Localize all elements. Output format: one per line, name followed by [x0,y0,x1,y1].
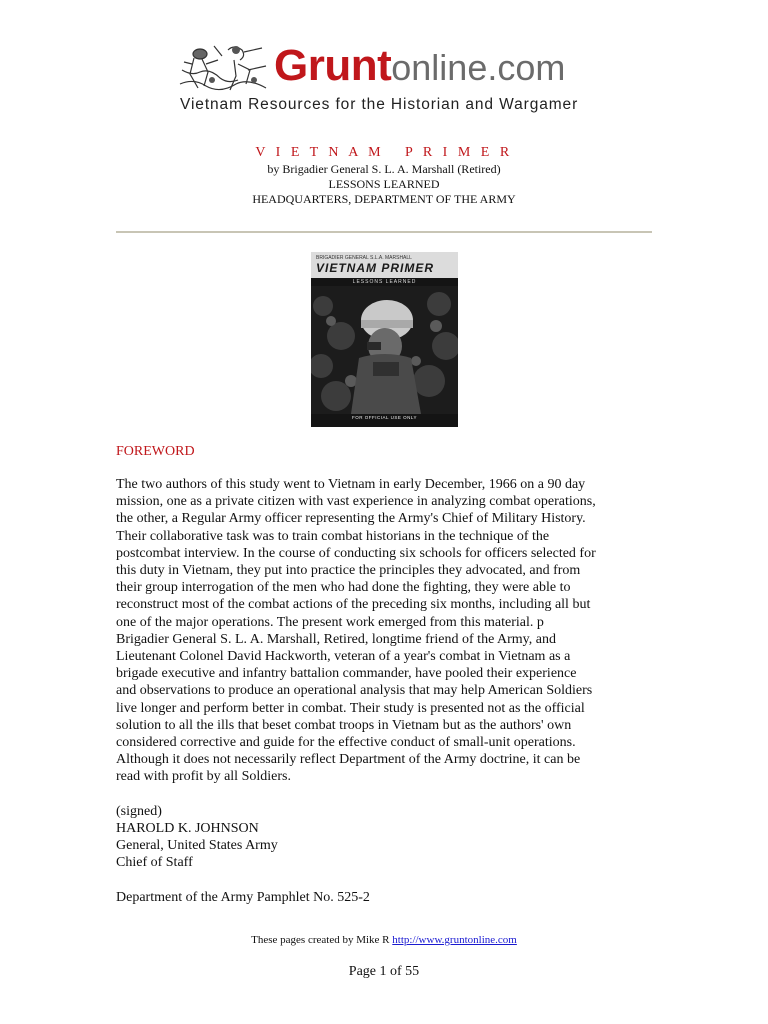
site-logo[interactable] [176,38,596,120]
signer-name: HAROLD K. JOHNSON [116,821,259,837]
foreword-heading: FOREWORD [116,444,195,459]
logo-domain-text: online.com [391,47,566,88]
document-series: LESSONS LEARNED [328,177,440,191]
footer-credit [0,934,768,946]
foreword-body [116,476,656,906]
cover-small-text: BRIGADIER GENERAL S.L.A. MARSHALL [316,255,412,261]
cover-title-bar [311,252,458,278]
body-line: and observations to produce an operational analysis that may help American Soldiers [116,683,593,699]
logo-main-text: Grunt [274,41,392,90]
body-line: the other, a Regular Army officer representing the Army's Chief of Military History. [116,511,586,527]
body-line: considered corrective and guide for the effective conduct of small-unit operations. [116,735,576,751]
site-link[interactable]: http://www.gruntonline.com [392,934,517,946]
body-line: live longer and perform better in combat. Their study is presented not as the official [116,700,585,716]
document-title: V I E T N A M P R I M E R [255,145,513,160]
document-byline: by Brigadier General S. L. A. Marshall (Retired) [267,162,501,176]
pamphlet-number: Department of the Army Pamphlet No. 525-2 [116,889,370,905]
site-tagline: Vietnam Resources for the Historian and Wargamer [180,96,579,113]
divider [116,231,652,233]
body-line: one of the major operations. The present work emerged from this material. p [116,614,544,630]
body-line: Their collaborative task was to train combat historians in the technique of the [116,528,550,544]
credit-text: These pages created by Mike R [251,934,390,946]
document-title-block [0,144,768,207]
cover-footer: FOR OFFICIAL USE ONLY [351,415,417,420]
body-line: reconstruct most of the combat actions of the preceding six months, including all but [116,597,591,613]
body-line: Although it does not necessarily reflect Department of the Army doctrine, it can be [116,752,581,768]
body-line: mission, one as a private citizen with vast experience in analyzing combat operations, [116,494,596,510]
signed-text: (signed) [116,803,162,819]
body-line: this duty in Vietnam, they put into practice the principles they advocated, and from [116,563,581,579]
cover-title: VIETNAM PRIMER [316,261,435,275]
document-publisher: HEADQUARTERS, DEPARTMENT OF THE ARMY [252,192,516,206]
signer-title: Chief of Staff [116,855,193,871]
body-line: solution to all the ills that beset combat troops in Vietnam but as the authors' own [116,717,572,733]
soldiers-sketch-icon [178,40,274,96]
body-line: brigade executive and infantry battalion commander, have pooled their experience [116,666,577,682]
body-line: read with profit by all Soldiers. [116,769,291,785]
logo-wordmark [274,41,566,90]
signer-rank: General, United States Army [116,838,278,854]
body-line: The two authors of this study went to Vietnam in early December, 1966 on a 90 day [116,477,586,492]
body-line: Brigadier General S. L. A. Marshall, Retired, longtime friend of the Army, and [116,631,556,647]
body-line: their group interrogation of the men who had done the fighting, they were able to [116,580,571,596]
cover-image [311,252,458,427]
page-number: Page 1 of 55 [348,964,420,979]
body-line: Lieutenant Colonel David Hackworth, veteran of a year's combat in Vietnam as a [116,649,571,665]
cover-label: LESSONS LEARNED [352,279,417,285]
soldier-photo-icon [311,286,458,414]
body-line: postcombat interview. In the course of conducting six schools for officers selected for [116,545,596,561]
